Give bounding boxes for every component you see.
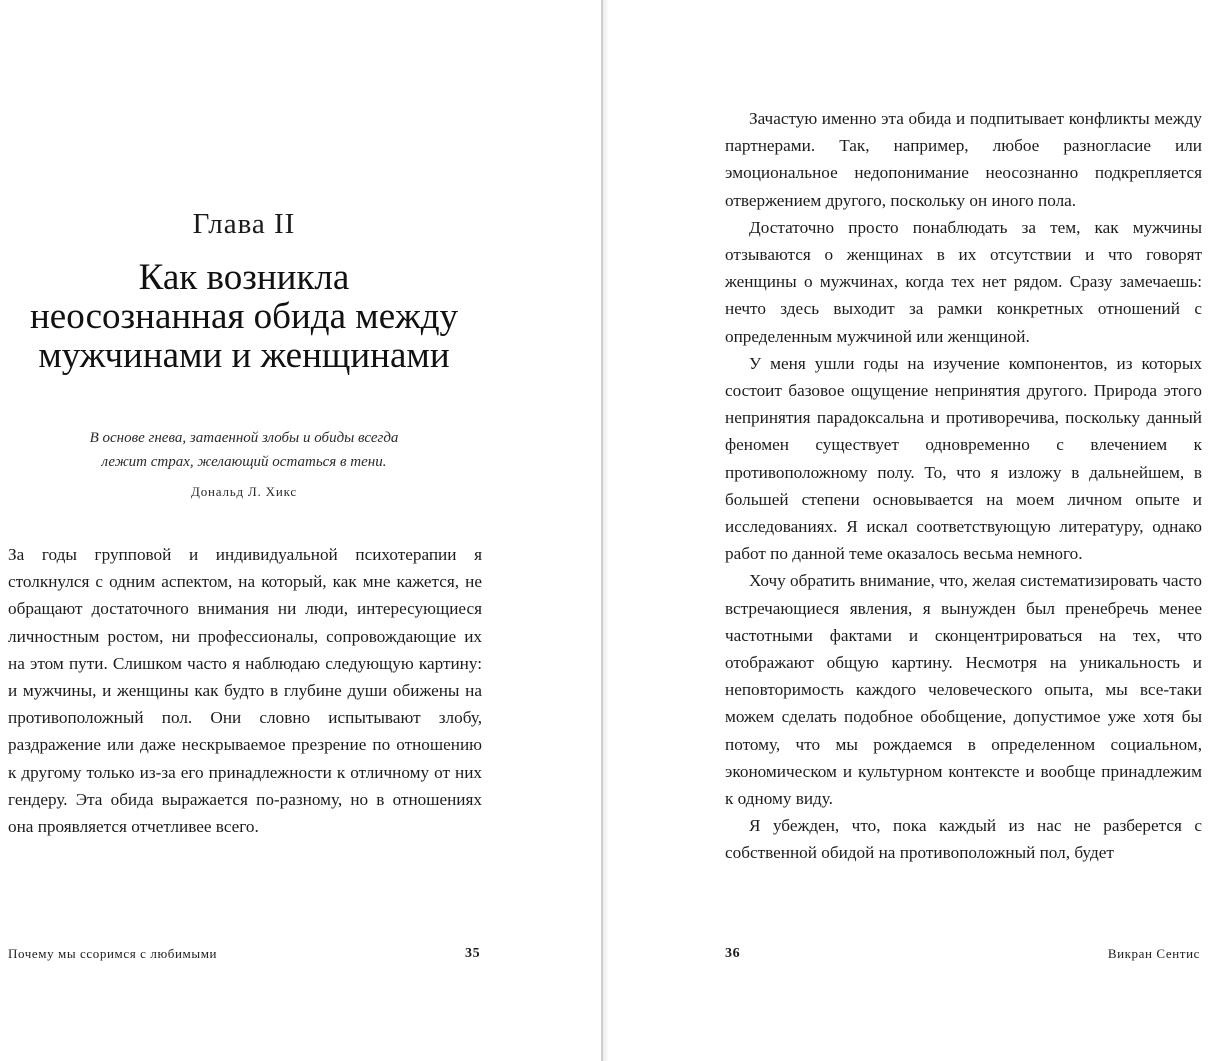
paragraph: За годы групповой и индивидуальной психотерапии я столкнулся с одним аспектом, на который, как мне кажется, не обращают достаточного внимания ни люди, интересующиеся личностным ростом, ни профессионалы, сопровождающие их на этом пути. Слишком часто я наблюдаю следующую картину: и мужчины, и женщины как будто в глубине души обижены на противоположный пол. Они словно испытывают злобу, раздражение или даже нескрываемое презрение по отношению к другому только из-за его принадлежности к отличному от них гендеру. Эта обида выражается по-разному, но в отношениях она проявляется отчетливее всего. <box>8 545 482 837</box>
chapter-title-line: неосознанная обида между <box>29 296 459 337</box>
page-number: 36 <box>725 946 741 961</box>
epigraph-line: В основе гнева, затаенной злобы и обиды всегда <box>89 430 399 446</box>
running-footer-author: Викран Сентис <box>1107 946 1200 961</box>
epigraph <box>40 426 448 474</box>
chapter-title-line: Как возникла <box>138 257 350 298</box>
epigraph-author: Дональд Л. Хикс <box>191 484 297 499</box>
right-page <box>605 0 1210 1061</box>
left-body-text <box>8 541 482 840</box>
chapter-title-line: мужчинами и женщинами <box>38 335 450 376</box>
chapter-label: Глава II <box>192 208 296 240</box>
paragraph: Хочу обратить внимание, что, желая систематизировать часто встречающиеся явления, я вынужден был пренебречь менее частотными фактами и сконцентрироваться на тех, что отображают общую картину. Несмотря на уникальность и неповторимость каждого человеческого опыта, мы все-таки можем сделать подобное обобщение, допустимое уже хотя бы потому, что мы рождаемся в определенном социальном, экономическом и культурном контексте и вообще принадлежим к одному виду. <box>725 571 1202 809</box>
page-number: 35 <box>465 946 481 961</box>
epigraph-line: лежит страх, желающий остаться в тени. <box>101 454 387 470</box>
paragraph: Зачастую именно эта обида и подпитывает конфликты между партнерами. Так, например, любое разногласие или эмоциональное недопонимание неосознанно подкрепляется отвержением другого, поскольку он иного пола. <box>725 109 1202 210</box>
paragraph: У меня ушли годы на изучение компонентов, из которых состоит базовое ощущение непринятия другого. Природа этого непринятия парадоксальна и противоречива, поскольку данный феномен существует одновременно с влечением к противоположному полу. То, что я изложу в дальнейшем, в большей степени основывается на моем личном опыте и исследованиях. Я искал соответствующую литературу, однако работ по данной теме оказалось весьма немного. <box>725 353 1202 564</box>
right-body-text <box>725 105 1202 867</box>
paragraph: Я убежден, что, пока каждый из нас не разберется с собственной обидой на противоположный пол, будет <box>725 816 1202 863</box>
paragraph: Достаточно просто понаблюдать за тем, как мужчины отзываются о женщинах в их отсутствии и что говорят женщины о мужчинах, когда тех нет рядом. Сразу замечаешь: нечто здесь выходит за рамки конкретных отношений с определенным мужчиной или женщиной. <box>725 217 1202 346</box>
running-footer-title: Почему мы ссоримся с любимыми <box>8 946 218 961</box>
chapter-title <box>0 258 488 375</box>
left-page <box>0 0 600 1061</box>
